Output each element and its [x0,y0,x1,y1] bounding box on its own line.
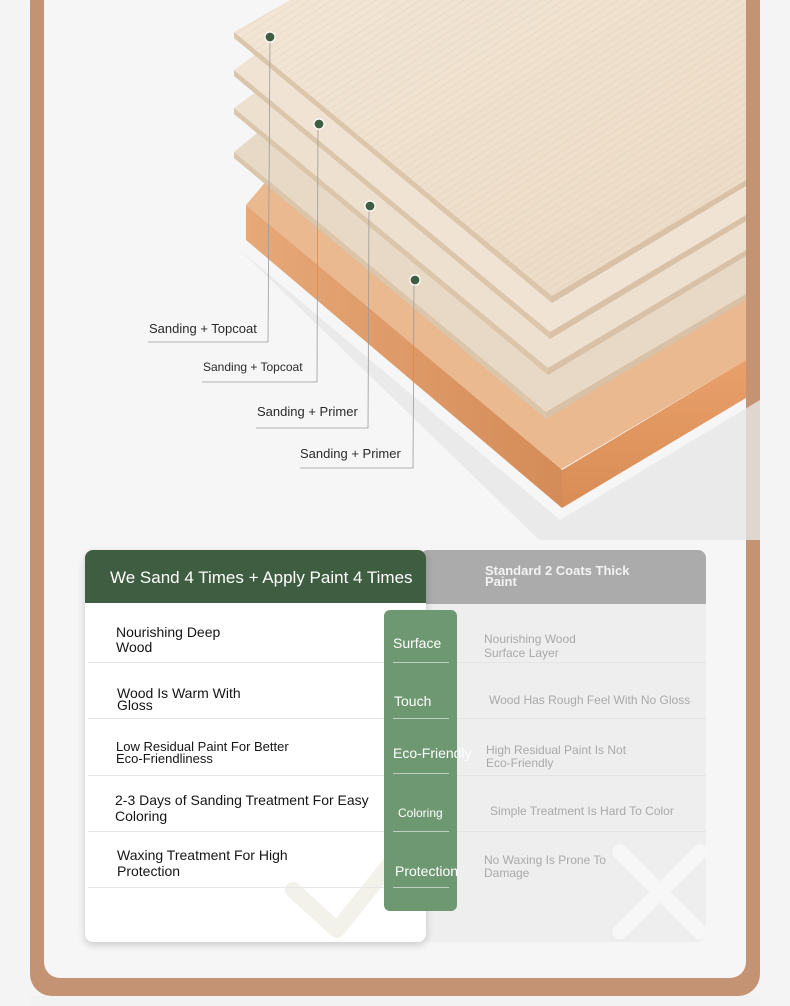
row-divider [88,775,384,776]
layer-marker-dot [410,275,420,285]
row-divider [457,662,706,663]
layer-marker-dot [314,119,324,129]
category-eco-friendly: Eco-Friendly [393,745,472,761]
layer-label-1: Sanding + Topcoat [149,321,257,336]
category-protection: Protection [395,863,459,879]
our-row-protection: Waxing Treatment For High Protection [117,847,288,879]
standard-row-touch: Wood Has Rough Feel With No Gloss [489,693,691,707]
category-divider [393,887,449,888]
row-divider [88,662,384,663]
bottom-strip [30,996,760,1006]
our-header-label: We Sand 4 Times + Apply Paint 4 Times [110,568,413,587]
layer-label-2: Sanding + Topcoat [203,360,303,374]
category-touch: Touch [394,693,432,709]
row-divider [88,887,384,888]
our-row-touch: Wood Is Warm With Gloss [117,685,241,713]
standard-row-coloring: Simple Treatment Is Hard To Color [490,804,674,818]
standard-row-protection: No Waxing Is Prone To Damage [484,853,607,880]
category-divider [393,773,449,774]
category-surface: Surface [393,635,442,651]
layer-label-3: Sanding + Primer [257,404,358,419]
layer-marker-dot [365,201,375,211]
standard-header [420,550,706,604]
our-header [85,550,426,603]
our-row-coloring: 2-3 Days of Sanding Treatment For Easy Coloring [115,792,369,824]
row-divider [457,831,706,832]
row-divider [88,831,384,832]
layer-marker-dot [265,32,275,42]
standard-row-surface: Nourishing Wood Surface Layer [484,632,576,660]
our-row-surface: Nourishing Deep Wood [116,624,221,655]
category-coloring: Coloring [398,806,443,820]
category-divider [393,718,449,719]
row-divider [88,718,384,719]
category-divider [393,831,449,832]
standard-row-eco: High Residual Paint Is Not Eco-Friendly [486,743,627,770]
cross-icon [610,842,706,942]
row-divider [457,775,706,776]
row-divider [457,718,706,719]
our-row-eco: Low Residual Paint For Better Eco-Friendliness [116,739,289,766]
standard-header-label: Standard 2 Coats Thick Paint [485,563,630,589]
layer-label-4: Sanding + Primer [300,446,401,461]
category-divider [393,662,449,663]
